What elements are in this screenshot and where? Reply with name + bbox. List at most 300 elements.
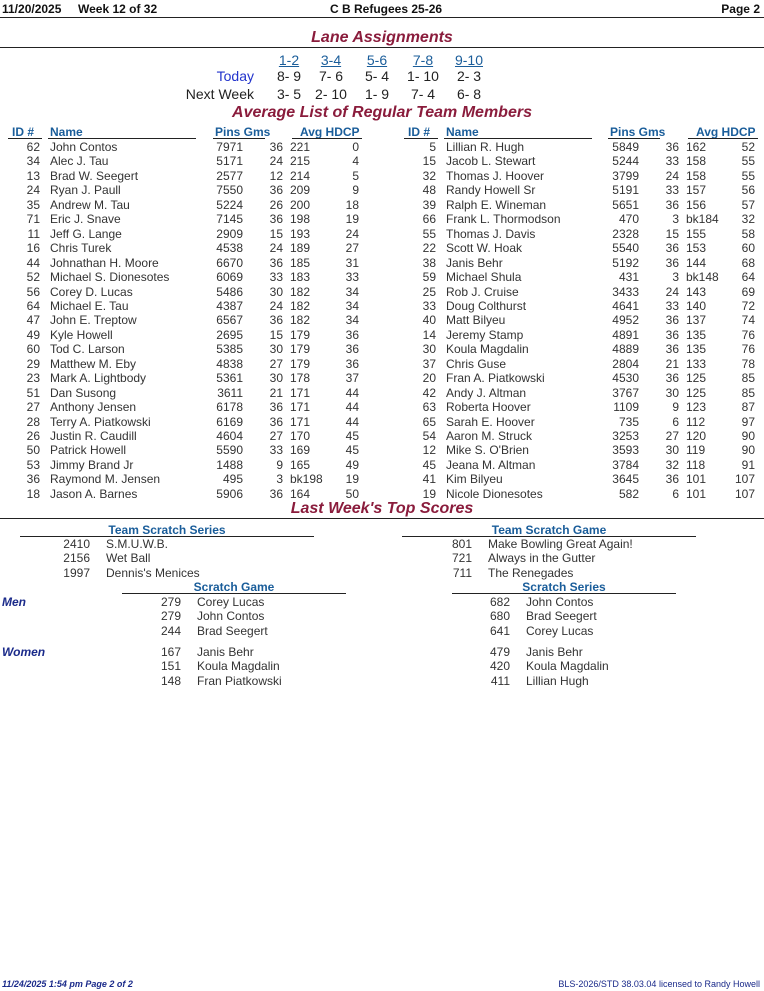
bowler-handicap: 60 bbox=[741, 241, 755, 256]
bowler-id: 22 bbox=[422, 241, 436, 256]
col-head-pins-gms-right: Pins Gms bbox=[610, 125, 666, 139]
bowler-name: Corey D. Lucas bbox=[50, 284, 133, 299]
bowler-id: 15 bbox=[422, 154, 436, 169]
bowler-handicap: 56 bbox=[741, 183, 755, 198]
team-series-name: S.M.U.W.B. bbox=[106, 537, 169, 551]
bowler-pins: 5486 bbox=[216, 284, 243, 299]
bowler-handicap: 74 bbox=[741, 313, 755, 328]
bowler-id: 27 bbox=[26, 400, 40, 415]
team-game-name: Always in the Gutter bbox=[488, 551, 596, 566]
bowler-average: 193 bbox=[290, 226, 311, 241]
bowler-games: 30 bbox=[269, 284, 283, 299]
bowler-average: 209 bbox=[290, 183, 311, 198]
bowler-handicap: 44 bbox=[345, 414, 359, 429]
bowler-games: 24 bbox=[269, 298, 283, 313]
bowler-average: 164 bbox=[290, 486, 311, 501]
bowler-average: 162 bbox=[686, 140, 707, 154]
bowler-average: 158 bbox=[686, 154, 707, 169]
footer-timestamp: 11/24/2025 1:54 pm Page 2 of 2 bbox=[2, 979, 133, 989]
bowler-handicap: 37 bbox=[345, 371, 359, 386]
bowler-name: Andrew M. Tau bbox=[50, 197, 130, 212]
bowler-name: Tod C. Larson bbox=[50, 342, 125, 357]
bowler-name: Doug Colthurst bbox=[446, 298, 527, 313]
bowler-pins: 3253 bbox=[612, 429, 639, 443]
bowler-pins: 6567 bbox=[216, 313, 243, 328]
bowler-name: Michael Shula bbox=[446, 270, 522, 285]
bowler-name: Matt Bilyeu bbox=[446, 313, 506, 328]
bowler-handicap: 69 bbox=[741, 284, 755, 299]
bowler-handicap: 76 bbox=[741, 327, 755, 342]
bowler-games: 36 bbox=[665, 313, 679, 328]
bowler-id: 5 bbox=[429, 140, 436, 154]
bowler-pins: 2804 bbox=[612, 356, 639, 371]
bowler-name: Jacob L. Stewart bbox=[446, 154, 536, 169]
bowler-games: 36 bbox=[269, 486, 283, 501]
lane-assignment-value: 1- 9 bbox=[364, 86, 390, 102]
bowler-name: Johnathan H. Moore bbox=[50, 255, 159, 270]
bowler-name: Roberta Hoover bbox=[446, 400, 531, 415]
col-head-pins-gms-left: Pins Gms bbox=[215, 125, 271, 139]
bowler-id: 38 bbox=[422, 255, 436, 270]
bowler-handicap: 36 bbox=[345, 342, 359, 357]
bowler-games: 3 bbox=[276, 472, 283, 487]
bowler-pins: 5849 bbox=[612, 140, 639, 154]
col-head-avg-hdcp-left: Avg HDCP bbox=[300, 125, 360, 139]
bowler-pins: 3593 bbox=[612, 443, 639, 458]
col-underline bbox=[213, 138, 265, 139]
bowler-average: 123 bbox=[686, 400, 707, 415]
bowler-average: 189 bbox=[290, 241, 311, 256]
bowler-average: 153 bbox=[686, 241, 707, 256]
col-underline bbox=[688, 138, 758, 139]
bowler-pins: 4891 bbox=[612, 327, 639, 342]
bowler-average: 158 bbox=[686, 168, 707, 183]
bowler-handicap: 34 bbox=[345, 313, 359, 328]
men-scratch-game-score: 279 bbox=[160, 595, 181, 609]
men-scratch-game-name: John Contos bbox=[197, 609, 265, 624]
col-underline bbox=[8, 138, 42, 139]
bowler-handicap: 85 bbox=[741, 385, 755, 400]
bowler-average: 185 bbox=[290, 255, 311, 270]
bowler-pins: 2695 bbox=[216, 327, 243, 342]
bowler-games: 32 bbox=[665, 457, 679, 472]
bowler-name: Brad W. Seegert bbox=[50, 168, 139, 183]
bowler-pins: 3799 bbox=[612, 168, 639, 183]
bowler-average: 125 bbox=[686, 371, 707, 386]
men-scratch-series-name: Brad Seegert bbox=[526, 609, 597, 624]
bowler-games: 33 bbox=[269, 443, 283, 458]
bowler-games: 33 bbox=[665, 154, 679, 169]
col-head-avg-hdcp-right: Avg HDCP bbox=[696, 125, 756, 139]
bowler-id: 66 bbox=[422, 212, 436, 227]
bowler-games: 36 bbox=[269, 313, 283, 328]
bowler-games: 36 bbox=[665, 342, 679, 357]
bowler-average: 157 bbox=[686, 183, 707, 198]
bowler-games: 15 bbox=[665, 226, 679, 241]
bowler-handicap: 44 bbox=[345, 385, 359, 400]
week-label: Week 12 of 32 bbox=[78, 2, 158, 16]
women-scratch-series-name: Koula Magdalin bbox=[526, 659, 609, 674]
bowler-id: 34 bbox=[26, 154, 40, 169]
lane-pair-header: 7-8 bbox=[412, 52, 434, 68]
bowler-pins: 6169 bbox=[216, 414, 243, 429]
bowler-id: 48 bbox=[422, 183, 436, 198]
bowler-games: 9 bbox=[672, 400, 679, 415]
bowler-id: 64 bbox=[26, 298, 40, 313]
men-label: Men bbox=[2, 595, 26, 609]
men-scratch-game-score: 244 bbox=[160, 623, 181, 638]
bowler-id: 33 bbox=[422, 298, 436, 313]
bowler-name: Thomas J. Hoover bbox=[446, 168, 545, 183]
bowler-handicap: 45 bbox=[345, 429, 359, 443]
team-series-name: Dennis's Menices bbox=[106, 565, 200, 580]
bowler-name: Chris Turek bbox=[50, 241, 112, 256]
bowler-id: 36 bbox=[26, 472, 40, 487]
bowler-pins: 470 bbox=[618, 212, 639, 227]
bowler-name: Patrick Howell bbox=[50, 443, 127, 458]
bowler-handicap: 24 bbox=[345, 226, 359, 241]
bowler-pins: 5361 bbox=[216, 371, 243, 386]
team-game-score: 721 bbox=[451, 551, 472, 566]
bowler-average: 101 bbox=[686, 486, 707, 501]
team-game-score: 711 bbox=[452, 565, 472, 580]
bowler-handicap: 76 bbox=[741, 342, 755, 357]
bowler-average: bk148 bbox=[686, 270, 719, 285]
bowler-handicap: 90 bbox=[741, 443, 755, 458]
bowler-games: 36 bbox=[665, 197, 679, 212]
bowler-pins: 7145 bbox=[216, 212, 243, 227]
women-scratch-game-name: Fran Piatkowski bbox=[197, 673, 282, 688]
women-scratch-series-score: 479 bbox=[489, 645, 510, 659]
lane-assignment-value: 8- 9 bbox=[276, 68, 302, 84]
top-scores-title: Last Week's Top Scores bbox=[290, 500, 474, 517]
bowler-id: 55 bbox=[422, 226, 436, 241]
bowler-games: 36 bbox=[269, 400, 283, 415]
bowler-pins: 582 bbox=[618, 486, 639, 501]
bowler-name: Koula Magdalin bbox=[446, 342, 529, 357]
bowler-pins: 495 bbox=[222, 472, 243, 487]
bowler-average: 200 bbox=[290, 197, 311, 212]
team-series-score: 1997 bbox=[63, 565, 90, 580]
bowler-handicap: 27 bbox=[345, 241, 359, 256]
bowler-id: 20 bbox=[422, 371, 436, 386]
bowler-name: Ralph E. Wineman bbox=[446, 197, 547, 212]
bowler-pins: 4838 bbox=[216, 356, 243, 371]
bowler-name: Scott W. Hoak bbox=[446, 241, 523, 256]
team-series-score: 2156 bbox=[63, 551, 90, 566]
bowler-name: Matthew M. Eby bbox=[50, 356, 137, 371]
average-list-title: Average List of Regular Team Members bbox=[232, 104, 532, 121]
bowler-name: Jason A. Barnes bbox=[50, 486, 138, 501]
bowler-name: Randy Howell Sr bbox=[446, 183, 536, 198]
bowler-average: 133 bbox=[686, 356, 707, 371]
bowler-pins: 431 bbox=[618, 270, 639, 285]
bowler-name: Kim Bilyeu bbox=[446, 472, 503, 487]
bowler-pins: 4604 bbox=[216, 429, 243, 443]
bowler-games: 9 bbox=[276, 457, 283, 472]
subtitle-underline bbox=[122, 593, 346, 594]
bowler-name: Alec J. Tau bbox=[50, 154, 109, 169]
bowler-average: 165 bbox=[290, 457, 311, 472]
scratch-game-title: Scratch Game bbox=[193, 580, 275, 594]
page-label: Page 2 bbox=[721, 2, 760, 16]
bowler-games: 6 bbox=[672, 486, 679, 501]
lane-assignment-value: 2- 3 bbox=[456, 68, 482, 84]
bowler-pins: 5590 bbox=[216, 443, 243, 458]
bowler-handicap: 52 bbox=[741, 140, 755, 154]
col-head-name-right: Name bbox=[446, 125, 479, 139]
bowler-id: 39 bbox=[422, 197, 436, 212]
bowler-handicap: 107 bbox=[734, 486, 755, 501]
bowler-handicap: 72 bbox=[741, 298, 755, 313]
bowler-handicap: 31 bbox=[345, 255, 359, 270]
bowler-id: 44 bbox=[26, 255, 40, 270]
bowler-name: Jeff G. Lange bbox=[50, 226, 122, 241]
bowler-handicap: 0 bbox=[352, 140, 359, 154]
bowler-average: 144 bbox=[686, 255, 707, 270]
bowler-handicap: 33 bbox=[345, 270, 359, 285]
bowler-name: Anthony Jensen bbox=[50, 400, 137, 415]
team-game-score: 801 bbox=[451, 537, 472, 551]
col-head-name-left: Name bbox=[50, 125, 83, 139]
bowler-average: 140 bbox=[686, 298, 707, 313]
col-underline bbox=[608, 138, 660, 139]
bowler-handicap: 19 bbox=[345, 212, 359, 227]
bowler-games: 24 bbox=[269, 241, 283, 256]
bowler-average: 182 bbox=[290, 313, 311, 328]
bowler-games: 36 bbox=[269, 414, 283, 429]
bowler-name: Michael E. Tau bbox=[50, 298, 129, 313]
bowler-id: 53 bbox=[26, 457, 40, 472]
bowler-pins: 6178 bbox=[216, 400, 243, 415]
bowler-id: 35 bbox=[26, 197, 40, 212]
lane-assignment-value: 3- 5 bbox=[276, 86, 302, 102]
lane-row-label-next-week: Next Week bbox=[185, 86, 254, 102]
bowler-name: Michael S. Dionesotes bbox=[50, 270, 170, 285]
women-scratch-game-score: 148 bbox=[160, 673, 181, 688]
bowler-games: 36 bbox=[665, 472, 679, 487]
bowler-name: Eric J. Snave bbox=[50, 212, 121, 227]
bowler-games: 36 bbox=[269, 183, 283, 198]
bowler-id: 54 bbox=[422, 429, 436, 443]
bowler-average: 135 bbox=[686, 342, 707, 357]
bowler-average: 171 bbox=[290, 385, 311, 400]
bowler-pins: 3645 bbox=[612, 472, 639, 487]
bowler-id: 16 bbox=[26, 241, 40, 256]
bowler-average: 143 bbox=[686, 284, 707, 299]
bowler-pins: 4889 bbox=[612, 342, 639, 357]
bowler-games: 15 bbox=[269, 327, 283, 342]
women-scratch-game-score: 167 bbox=[160, 645, 181, 659]
bowler-handicap: 4 bbox=[352, 154, 359, 169]
bowler-name: John E. Treptow bbox=[50, 313, 137, 328]
bowler-handicap: 78 bbox=[741, 356, 755, 371]
bowler-average: 179 bbox=[290, 327, 311, 342]
team-series-score: 2410 bbox=[63, 537, 90, 551]
women-scratch-game-score: 151 bbox=[160, 659, 181, 674]
bowler-average: 179 bbox=[290, 356, 311, 371]
bowler-id: 47 bbox=[26, 313, 40, 328]
bowler-name: Nicole Dionesotes bbox=[446, 486, 543, 501]
bowler-average: bk198 bbox=[290, 472, 323, 487]
bowler-id: 71 bbox=[26, 212, 40, 227]
bowler-pins: 2328 bbox=[612, 226, 639, 241]
bowler-pins: 3767 bbox=[612, 385, 639, 400]
bowler-pins: 5651 bbox=[612, 197, 639, 212]
bowler-handicap: 32 bbox=[741, 212, 755, 227]
col-underline bbox=[48, 138, 196, 139]
bowler-games: 36 bbox=[665, 255, 679, 270]
bowler-average: 214 bbox=[290, 168, 311, 183]
women-scratch-game-name: Janis Behr bbox=[197, 645, 254, 659]
bowler-name: Kyle Howell bbox=[50, 327, 113, 342]
bowler-average: 101 bbox=[686, 472, 707, 487]
team-series-name: Wet Ball bbox=[106, 551, 151, 566]
bowler-average: 155 bbox=[686, 226, 707, 241]
bowler-pins: 5906 bbox=[216, 486, 243, 501]
bowler-handicap: 55 bbox=[741, 168, 755, 183]
bowler-id: 49 bbox=[26, 327, 40, 342]
women-scratch-series-name: Lillian Hugh bbox=[526, 673, 589, 688]
bowler-id: 41 bbox=[422, 472, 436, 487]
bowler-games: 24 bbox=[665, 284, 679, 299]
bowler-id: 11 bbox=[27, 226, 40, 241]
bowler-games: 33 bbox=[269, 270, 283, 285]
bowler-pins: 5224 bbox=[216, 197, 243, 212]
bowler-average: 170 bbox=[290, 429, 311, 443]
bowler-name: John Contos bbox=[50, 140, 118, 154]
bowler-handicap: 19 bbox=[345, 472, 359, 487]
lane-assignments-title: Lane Assignments bbox=[311, 29, 453, 46]
bowler-id: 24 bbox=[26, 183, 40, 198]
bowler-id: 12 bbox=[422, 443, 436, 458]
bowler-games: 36 bbox=[665, 371, 679, 386]
bowler-pins: 4952 bbox=[612, 313, 639, 328]
bowler-average: 120 bbox=[686, 429, 707, 443]
women-scratch-game-name: Koula Magdalin bbox=[197, 659, 280, 674]
bowler-games: 36 bbox=[269, 140, 283, 154]
bowler-name: Thomas J. Davis bbox=[446, 226, 536, 241]
bowler-name: Rob J. Cruise bbox=[446, 284, 519, 299]
bowler-pins: 1488 bbox=[216, 457, 243, 472]
col-head-id-left: ID # bbox=[12, 125, 35, 139]
bowler-name: Mark A. Lightbody bbox=[50, 371, 147, 386]
bowler-name: Sarah E. Hoover bbox=[446, 414, 535, 429]
bowler-id: 14 bbox=[422, 327, 436, 342]
bowler-pins: 5540 bbox=[612, 241, 639, 256]
bowler-name: Jeremy Stamp bbox=[446, 327, 524, 342]
bowler-handicap: 9 bbox=[352, 183, 359, 198]
bowler-handicap: 36 bbox=[345, 327, 359, 342]
bowler-average: 183 bbox=[290, 270, 311, 285]
bowler-handicap: 64 bbox=[741, 270, 755, 285]
bowler-games: 36 bbox=[269, 212, 283, 227]
footer-license: BLS-2026/STD 38.03.04 licensed to Randy Howell bbox=[558, 979, 760, 989]
bowler-average: 112 bbox=[686, 414, 706, 429]
bowler-handicap: 5 bbox=[352, 168, 359, 183]
bowler-games: 3 bbox=[672, 212, 679, 227]
bowler-handicap: 57 bbox=[741, 197, 755, 212]
bowler-average: 169 bbox=[290, 443, 311, 458]
men-scratch-game-name: Corey Lucas bbox=[197, 595, 265, 609]
bowler-pins: 5385 bbox=[216, 342, 243, 357]
bowler-games: 26 bbox=[269, 197, 283, 212]
bowler-pins: 5192 bbox=[612, 255, 639, 270]
bowler-games: 33 bbox=[665, 298, 679, 313]
bowler-average: 215 bbox=[290, 154, 311, 169]
bowler-handicap: 90 bbox=[741, 429, 755, 443]
lane-assignment-value: 6- 8 bbox=[456, 86, 482, 102]
lane-assignment-value: 5- 4 bbox=[364, 68, 390, 84]
bowler-games: 27 bbox=[269, 356, 283, 371]
bowler-pins: 2909 bbox=[216, 226, 243, 241]
bowler-handicap: 58 bbox=[741, 226, 755, 241]
lane-pair-header: 9-10 bbox=[454, 52, 484, 68]
bowler-name: Mike S. O'Brien bbox=[446, 443, 529, 458]
bowler-handicap: 68 bbox=[741, 255, 755, 270]
bowler-id: 42 bbox=[422, 385, 436, 400]
bowler-id: 19 bbox=[422, 486, 436, 501]
subtitle-underline bbox=[452, 593, 676, 594]
men-scratch-series-score: 682 bbox=[489, 595, 510, 609]
bowler-average: 178 bbox=[290, 371, 311, 386]
bowler-average: 137 bbox=[686, 313, 707, 328]
bowler-games: 30 bbox=[269, 342, 283, 357]
bowler-average: 125 bbox=[686, 385, 707, 400]
bowler-average: 171 bbox=[290, 414, 311, 429]
bowler-games: 30 bbox=[665, 443, 679, 458]
bowler-handicap: 44 bbox=[345, 400, 359, 415]
bowler-games: 27 bbox=[269, 429, 283, 443]
bowler-id: 62 bbox=[26, 140, 40, 154]
women-scratch-series-score: 411 bbox=[490, 673, 510, 688]
bowler-games: 24 bbox=[665, 168, 679, 183]
bowler-pins: 5191 bbox=[612, 183, 639, 198]
bowler-pins: 3611 bbox=[217, 385, 243, 400]
bowler-name: Jimmy Brand Jr bbox=[50, 457, 134, 472]
bowler-games: 3 bbox=[672, 270, 679, 285]
bowler-games: 24 bbox=[269, 154, 283, 169]
scratch-series-title: Scratch Series bbox=[522, 580, 606, 594]
bowler-average: 179 bbox=[290, 342, 311, 357]
bowler-average: 198 bbox=[290, 212, 311, 227]
bowler-pins: 6670 bbox=[216, 255, 243, 270]
bowler-handicap: 49 bbox=[345, 457, 359, 472]
bowler-pins: 2577 bbox=[216, 168, 243, 183]
lane-title-divider bbox=[0, 47, 764, 48]
bowler-name: Justin R. Caudill bbox=[50, 429, 137, 443]
bowler-id: 63 bbox=[422, 400, 436, 415]
bowler-id: 23 bbox=[26, 371, 40, 386]
bowler-name: Janis Behr bbox=[446, 255, 503, 270]
bowler-pins: 3784 bbox=[612, 457, 639, 472]
team-scratch-game-title: Team Scratch Game bbox=[491, 523, 607, 537]
lane-pair-header: 5-6 bbox=[366, 52, 388, 68]
bowler-id: 18 bbox=[26, 486, 40, 501]
bowler-name: Lillian R. Hugh bbox=[446, 140, 525, 154]
bowler-handicap: 18 bbox=[345, 197, 359, 212]
lane-pair-header: 3-4 bbox=[320, 52, 342, 68]
bowler-id: 52 bbox=[26, 270, 40, 285]
bowler-id: 32 bbox=[422, 168, 436, 183]
lane-assignment-value: 7- 6 bbox=[318, 68, 344, 84]
col-underline bbox=[444, 138, 592, 139]
lane-row-label-today: Today bbox=[216, 68, 254, 84]
bowler-handicap: 107 bbox=[734, 472, 755, 487]
team-scratch-series-title: Team Scratch Series bbox=[108, 523, 226, 537]
bowler-average: 135 bbox=[686, 327, 707, 342]
col-head-id-right: ID # bbox=[408, 125, 431, 139]
